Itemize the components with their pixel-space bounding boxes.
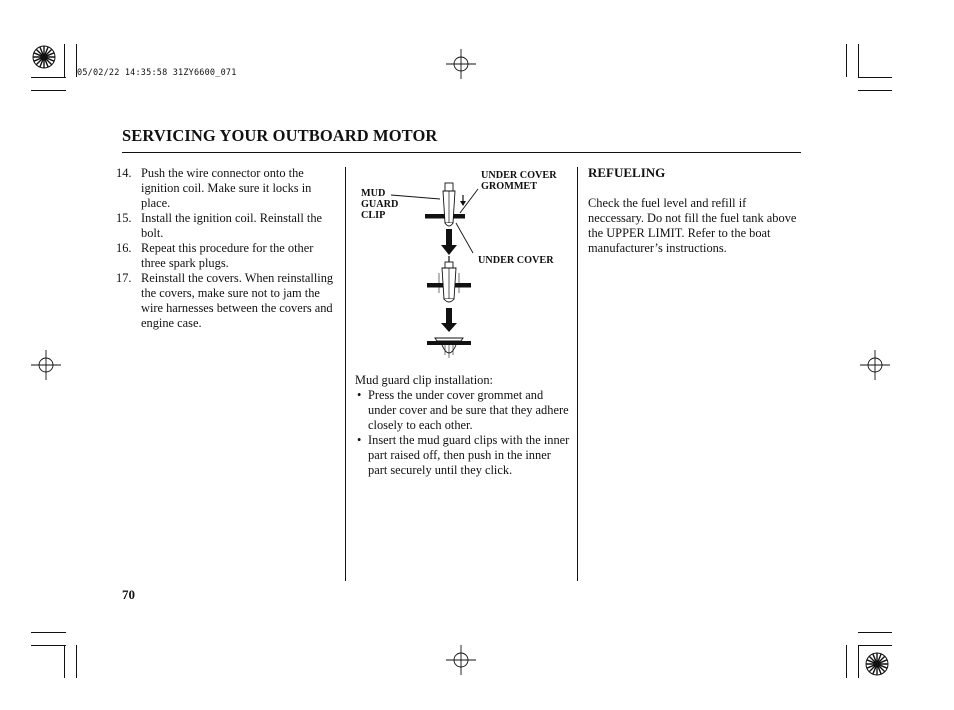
step-number: 15. — [116, 211, 132, 225]
clip-stage-locked — [427, 338, 471, 358]
caption-bullets — [355, 388, 573, 478]
clip-stage-inserted — [427, 262, 471, 302]
page-number: 70 — [122, 587, 135, 602]
page-title: SERVICING YOUR OUTBOARD MOTOR — [122, 126, 438, 145]
figure-caption — [355, 373, 573, 478]
list-item — [116, 211, 337, 241]
clip-stage-raised — [425, 183, 465, 226]
registration-crosshair-icon — [31, 350, 61, 380]
print-stamp: 05/02/22 14:35:58 31ZY6600_071 — [77, 68, 237, 78]
mud-guard-clip-diagram — [345, 165, 577, 365]
list-item — [116, 241, 337, 271]
column-divider — [577, 167, 578, 581]
figure-label-grommet: UNDER COVER GROMMET — [481, 170, 557, 192]
list-item — [116, 166, 337, 211]
registration-burst-icon — [864, 651, 890, 677]
caption-intro: Mud guard clip installation: — [355, 373, 493, 387]
step-text: Install the ignition coil. Reinstall the bolt. — [141, 211, 323, 240]
step-number: 14. — [116, 166, 132, 180]
registration-crosshair-icon — [860, 350, 890, 380]
registration-crosshair-icon — [446, 49, 476, 79]
list-item — [355, 433, 573, 478]
step-text: Reinstall the covers. When reinstalling the covers, make sure not to jam the wire harnesses between the covers and engine case. — [141, 271, 334, 330]
bullet-text: Insert the mud guard clips with the inner part raised off, then push in the inner part securely until they click. — [368, 433, 570, 477]
list-item — [116, 271, 337, 331]
refueling-text: Check the fuel level and refill if neccessary. Do not fill the fuel tank above the UPPER LIMIT. Refer to the boat manufacturer’s instructions. — [588, 196, 797, 255]
step-number: 16. — [116, 241, 132, 255]
step-number: 17. — [116, 271, 132, 285]
step-text: Push the wire connector onto the ignition coil. Make sure it locks in place. — [141, 166, 312, 210]
step-list — [116, 166, 337, 331]
refueling-heading: REFUELING — [588, 165, 666, 180]
step-text: Repeat this procedure for the other three spark plugs. — [141, 241, 314, 270]
registration-burst-icon — [31, 44, 57, 70]
title-rule — [122, 152, 801, 153]
list-item — [355, 388, 573, 433]
bullet-icon: • — [357, 433, 362, 447]
figure-label-cover: UNDER COVER — [478, 255, 554, 266]
bullet-text: Press the under cover grommet and under cover and be sure that they adhere closely to each other. — [368, 388, 569, 432]
bullet-icon: • — [357, 388, 362, 402]
figure-label-clip: MUD GUARD CLIP — [361, 188, 399, 221]
registration-crosshair-icon — [446, 645, 476, 675]
